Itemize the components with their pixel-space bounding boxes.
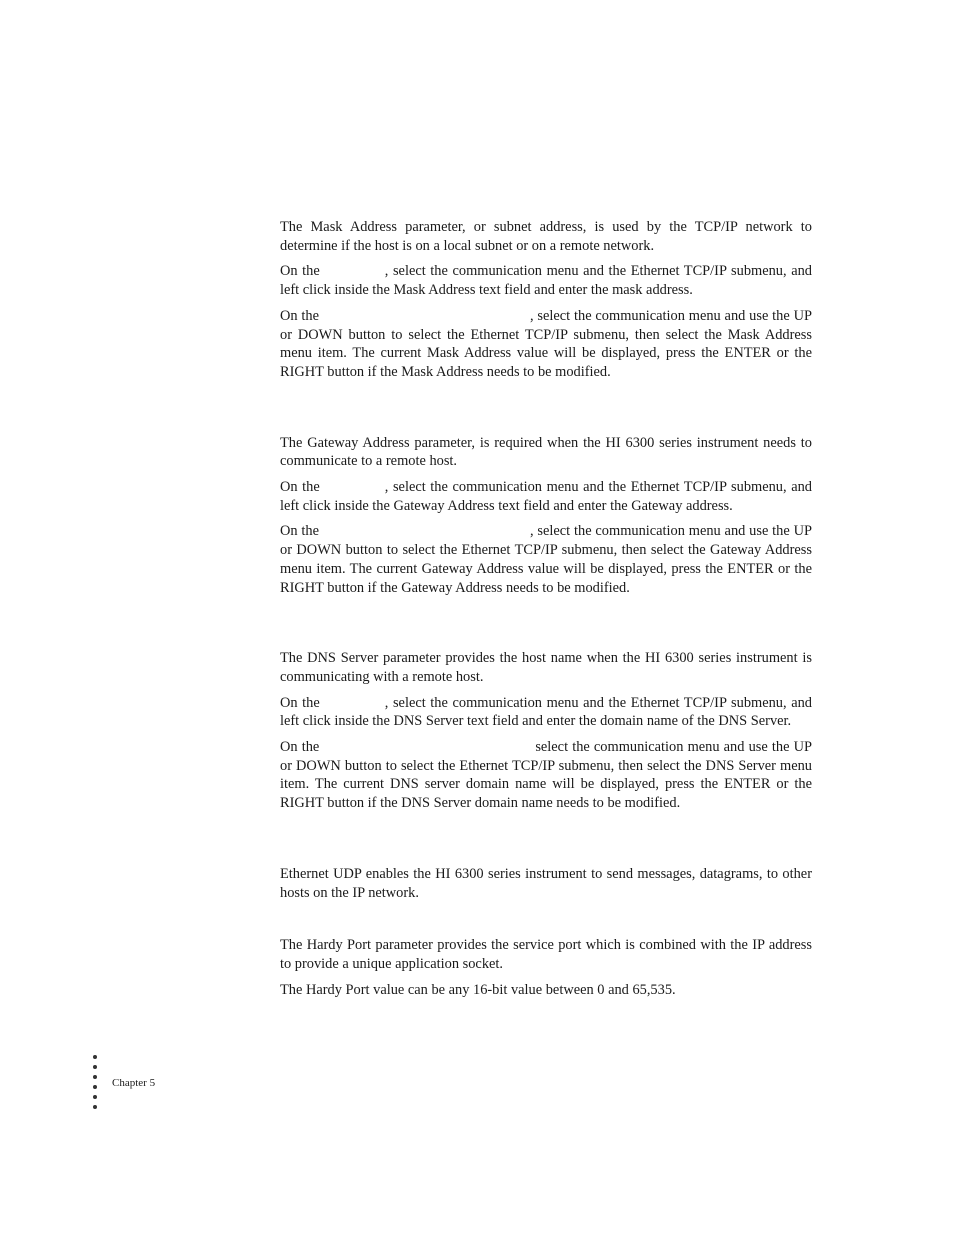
gateway-front-rest: , select the communication menu and use the UP or DOWN button to select the Ethernet TCP/IP submenu, then select the Gateway Address menu item. The current Gateway Address value will be displayed, press the ENTER or the RIGHT button if the Gateway Address needs to be modified. <box>280 523 812 596</box>
gateway-address-front-panel-instructions <box>280 522 812 597</box>
chapter-label: Chapter 5 <box>112 1077 156 1089</box>
gateway-address-intro: The Gateway Address parameter, is required when the HI 6300 series instrument needs to communicate to a remote host. <box>280 434 812 470</box>
dns-front-lead: On the <box>280 739 320 756</box>
dot <box>93 1095 97 1099</box>
hardy-port-range: The Hardy Port value can be any 16-bit value between 0 and 65,535. <box>280 981 676 998</box>
dot <box>93 1105 97 1109</box>
mask-front-rest: , select the communication menu and use the UP or DOWN button to select the Ethernet TCP/IP submenu, then select the Mask Address menu item. The current Mask Address value will be displayed, press the ENTER or the RIGHT button if the Mask Address needs to be modified. <box>280 307 812 380</box>
gateway-front-lead: On the <box>280 523 319 540</box>
dns-front-rest: select the communication menu and use the UP or DOWN button to select the Ethernet TCP/IP submenu, then select the DNS Server menu item. The current DNS server domain name will be displayed, press the ENTER or the RIGHT button if the DNS Server domain name needs to be modified. <box>280 739 812 812</box>
mask-address-web-instructions <box>280 262 812 299</box>
dns-web-rest: , select the communication menu and the Ethernet TCP/IP submenu, and left click inside the DNS Server text field and enter the domain name of the DNS Server. <box>280 694 812 730</box>
hardy-port-section <box>280 936 812 999</box>
mask-web-lead: On the <box>280 263 320 280</box>
margin-dots-decoration <box>92 1055 98 1111</box>
dot <box>93 1075 97 1079</box>
hardy-port-intro: The Hardy Port parameter provides the service port which is combined with the IP address to provide a unique application socket. <box>280 937 812 972</box>
mask-front-lead: On the <box>280 307 319 324</box>
gateway-web-lead: On the <box>280 479 320 496</box>
dns-server-intro: The DNS Server parameter provides the host name when the HI 6300 series instrument is communicating with a remote host. <box>280 650 812 685</box>
dns-server-web-instructions <box>280 694 812 731</box>
dot <box>93 1055 97 1059</box>
mask-address-section <box>280 218 812 382</box>
gateway-address-section <box>280 434 812 598</box>
dns-server-section <box>280 649 812 813</box>
ethernet-udp-section <box>280 865 812 902</box>
gateway-web-rest: , select the communication menu and the Ethernet TCP/IP submenu, and left click inside the Gateway Address text field and enter the Gateway address. <box>280 479 812 514</box>
dns-web-lead: On the <box>280 694 320 711</box>
page-body <box>280 218 812 999</box>
mask-address-intro: The Mask Address parameter, or subnet address, is used by the TCP/IP network to determine if the host is on a local subnet or on a remote network. <box>280 219 812 254</box>
mask-web-rest: , select the communication menu and the Ethernet TCP/IP submenu, and left click inside the Mask Address text field and enter the mask address. <box>280 263 812 299</box>
dot <box>93 1085 97 1089</box>
ethernet-udp-intro: Ethernet UDP enables the HI 6300 series instrument to send messages, datagrams, to other hosts on the IP network. <box>280 865 812 901</box>
page-footer <box>92 1055 212 1115</box>
gateway-address-web-instructions <box>280 478 812 515</box>
dns-server-front-panel-instructions <box>280 738 812 813</box>
dot <box>93 1065 97 1069</box>
mask-address-front-panel-instructions <box>280 307 812 382</box>
